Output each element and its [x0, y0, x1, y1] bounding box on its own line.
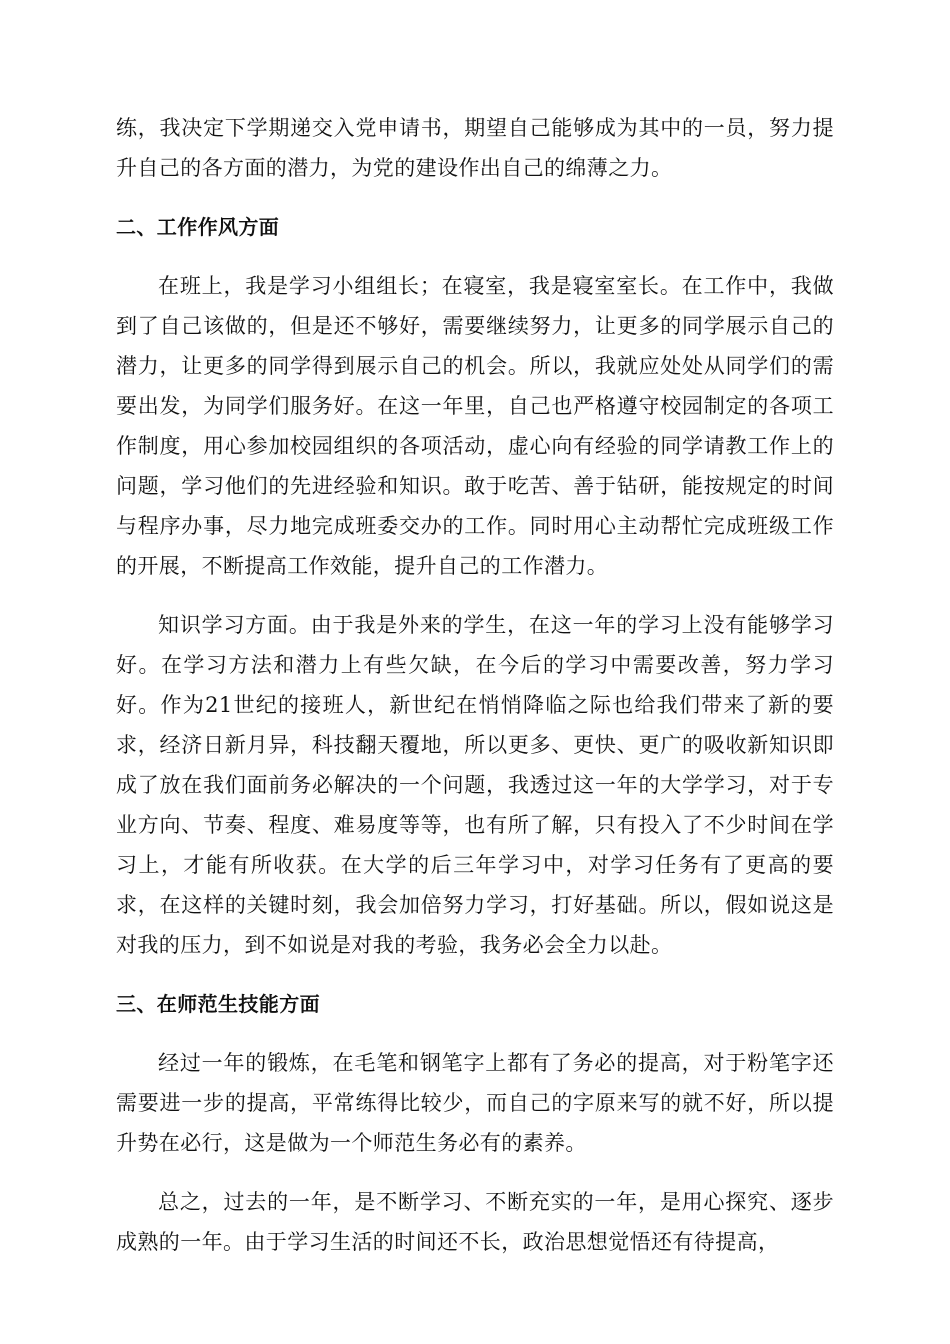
paragraph-continuation: 练，我决定下学期递交入党申请书，期望自己能够成为其中的一员，努力提升自己的各方面的潜力，为党的建设作出自己的绵薄之力。 — [116, 116, 834, 180]
section-heading-work-style: 二、工作作风方面 — [116, 215, 280, 239]
paragraph-summary: 总之，过去的一年，是不断学习、不断充实的一年，是用心探究、逐步成熟的一年。由于学习生活的时间还不长，政治思想觉悟还有待提高， — [116, 1190, 834, 1254]
paragraph-knowledge-learning: 知识学习方面。由于我是外来的学生，在这一年的学习上没有能够学习好。在学习方法和潜力上有些欠缺，在今后的学习中需要改善，努力学习好。作为21世纪的接班人，新世纪在悄悄降临之际也给我们带来了新的要求，经济日新月异，科技翻天覆地，所以更多、更快、更广的吸收新知识即成了放在我们面前务必解决的一个问题，我透过这一年的大学学习，对于专业方向、节奏、程度、难易度等等，也有所了解，只有投入了不少时间在学习上，才能有所收获。在大学的后三年学习中，对学习任务有了更高的要求，在这样的关键时刻，我会加倍努力学习，打好基础。所以，假如说这是对我的压力，到不如说是对我的考验，我务必会全力以赴。 — [116, 613, 834, 957]
section-heading-teaching-skills: 三、在师范生技能方面 — [116, 992, 320, 1016]
document-body — [116, 108, 834, 1281]
paragraph-teaching-skills: 经过一年的锻炼，在毛笔和钢笔字上都有了务必的提高，对于粉笔字还需要进一步的提高，平常练得比较少，而自己的字原来写的就不好，所以提升势在必行，这是做为一个师范生务必有的素养。 — [116, 1051, 834, 1155]
paragraph-work-style: 在班上，我是学习小组组长；在寝室，我是寝室室长。在工作中，我做到了自己该做的，但是还不够好，需要继续努力，让更多的同学展示自己的潜力，让更多的同学得到展示自己的机会。所以，我就应处处从同学们的需要出发，为同学们服务好。在这一年里，自己也严格遵守校园制定的各项工作制度，用心参加校园组织的各项活动，虚心向有经验的同学请教工作上的问题，学习他们的先进经验和知识。敢于吃苦、善于钻研，能按规定的时间与程序办事，尽力地完成班委交办的工作。同时用心主动帮忙完成班级工作的开展，不断提高工作效能，提升自己的工作潜力。 — [116, 274, 834, 578]
